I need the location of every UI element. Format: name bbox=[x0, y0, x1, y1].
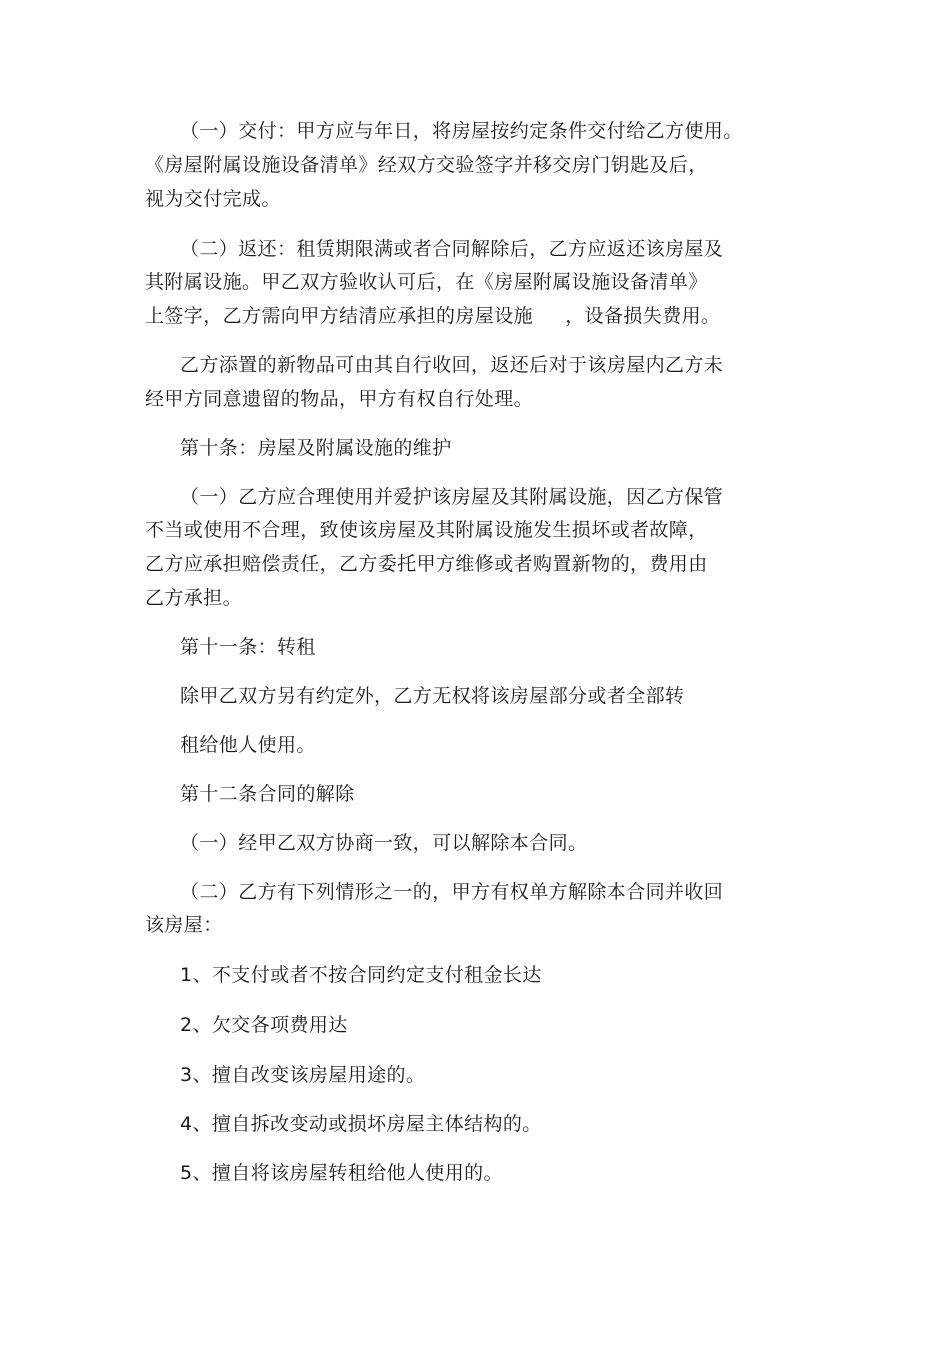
list-item-5: 5、擅自将该房屋转租给他人使用的。 bbox=[180, 1162, 503, 1184]
paragraph-delivery-line-1: （一）交付：甲方应与年日，将房屋按约定条件交付给乙方使用。 bbox=[180, 120, 743, 142]
article-10-heading: 第十条：房屋及附属设施的维护 bbox=[180, 437, 452, 459]
list-item-2: 2、欠交各项费用达 bbox=[180, 1014, 348, 1036]
paragraph-sublease-line-2: 租给他人使用。 bbox=[180, 734, 316, 756]
paragraph-return-line-1: （二）返还：租赁期限满或者合同解除后，乙方应返还该房屋及 bbox=[180, 238, 724, 260]
paragraph-sublease-line-1: 除甲乙双方另有约定外，乙方无权将该房屋部分或者全部转 bbox=[180, 685, 685, 707]
article-11-heading: 第十一条：转租 bbox=[180, 636, 316, 658]
paragraph-maintenance-line-3: 乙方应承担赔偿责任，乙方委托甲方维修或者购置新物的，费用由 bbox=[145, 553, 708, 575]
list-item-1: 1、不支付或者不按合同约定支付租金长达 bbox=[180, 964, 542, 986]
paragraph-return-line-3: 上签字，乙方需向甲方结清应承担的房屋设施 ，设备损失费用。 bbox=[145, 305, 721, 327]
paragraph-maintenance-line-2: 不当或使用不合理，致使该房屋及其附属设施发生损坏或者故障， bbox=[145, 519, 708, 541]
paragraph-items-line-2: 经甲方同意遗留的物品，甲方有权自行处理。 bbox=[145, 388, 534, 410]
paragraph-delivery-line-3: 视为交付完成。 bbox=[145, 188, 281, 210]
paragraph-return-line-2: 其附属设施。甲乙双方验收认可后，在《房屋附属设施设备清单》 bbox=[145, 271, 708, 293]
paragraph-termination-1: （一）经甲乙双方协商一致，可以解除本合同。 bbox=[180, 832, 588, 854]
list-item-4: 4、擅自拆改变动或损坏房屋主体结构的。 bbox=[180, 1113, 542, 1135]
paragraph-termination-2-line-1: （二）乙方有下列情形之一的，甲方有权单方解除本合同并收回 bbox=[180, 881, 724, 903]
article-12-heading: 第十二条合同的解除 bbox=[180, 783, 355, 805]
paragraph-maintenance-line-1: （一）乙方应合理使用并爱护该房屋及其附属设施，因乙方保管 bbox=[180, 486, 724, 508]
list-item-3: 3、擅自改变该房屋用途的。 bbox=[180, 1064, 426, 1086]
paragraph-termination-2-line-2: 该房屋： bbox=[145, 914, 223, 936]
paragraph-maintenance-line-4: 乙方承担。 bbox=[145, 587, 243, 609]
paragraph-items-line-1: 乙方添置的新物品可由其自行收回，返还后对于该房屋内乙方未 bbox=[180, 354, 724, 376]
paragraph-delivery-line-2: 《房屋附属设施设备清单》经双方交验签字并移交房门钥匙及后， bbox=[145, 154, 708, 176]
